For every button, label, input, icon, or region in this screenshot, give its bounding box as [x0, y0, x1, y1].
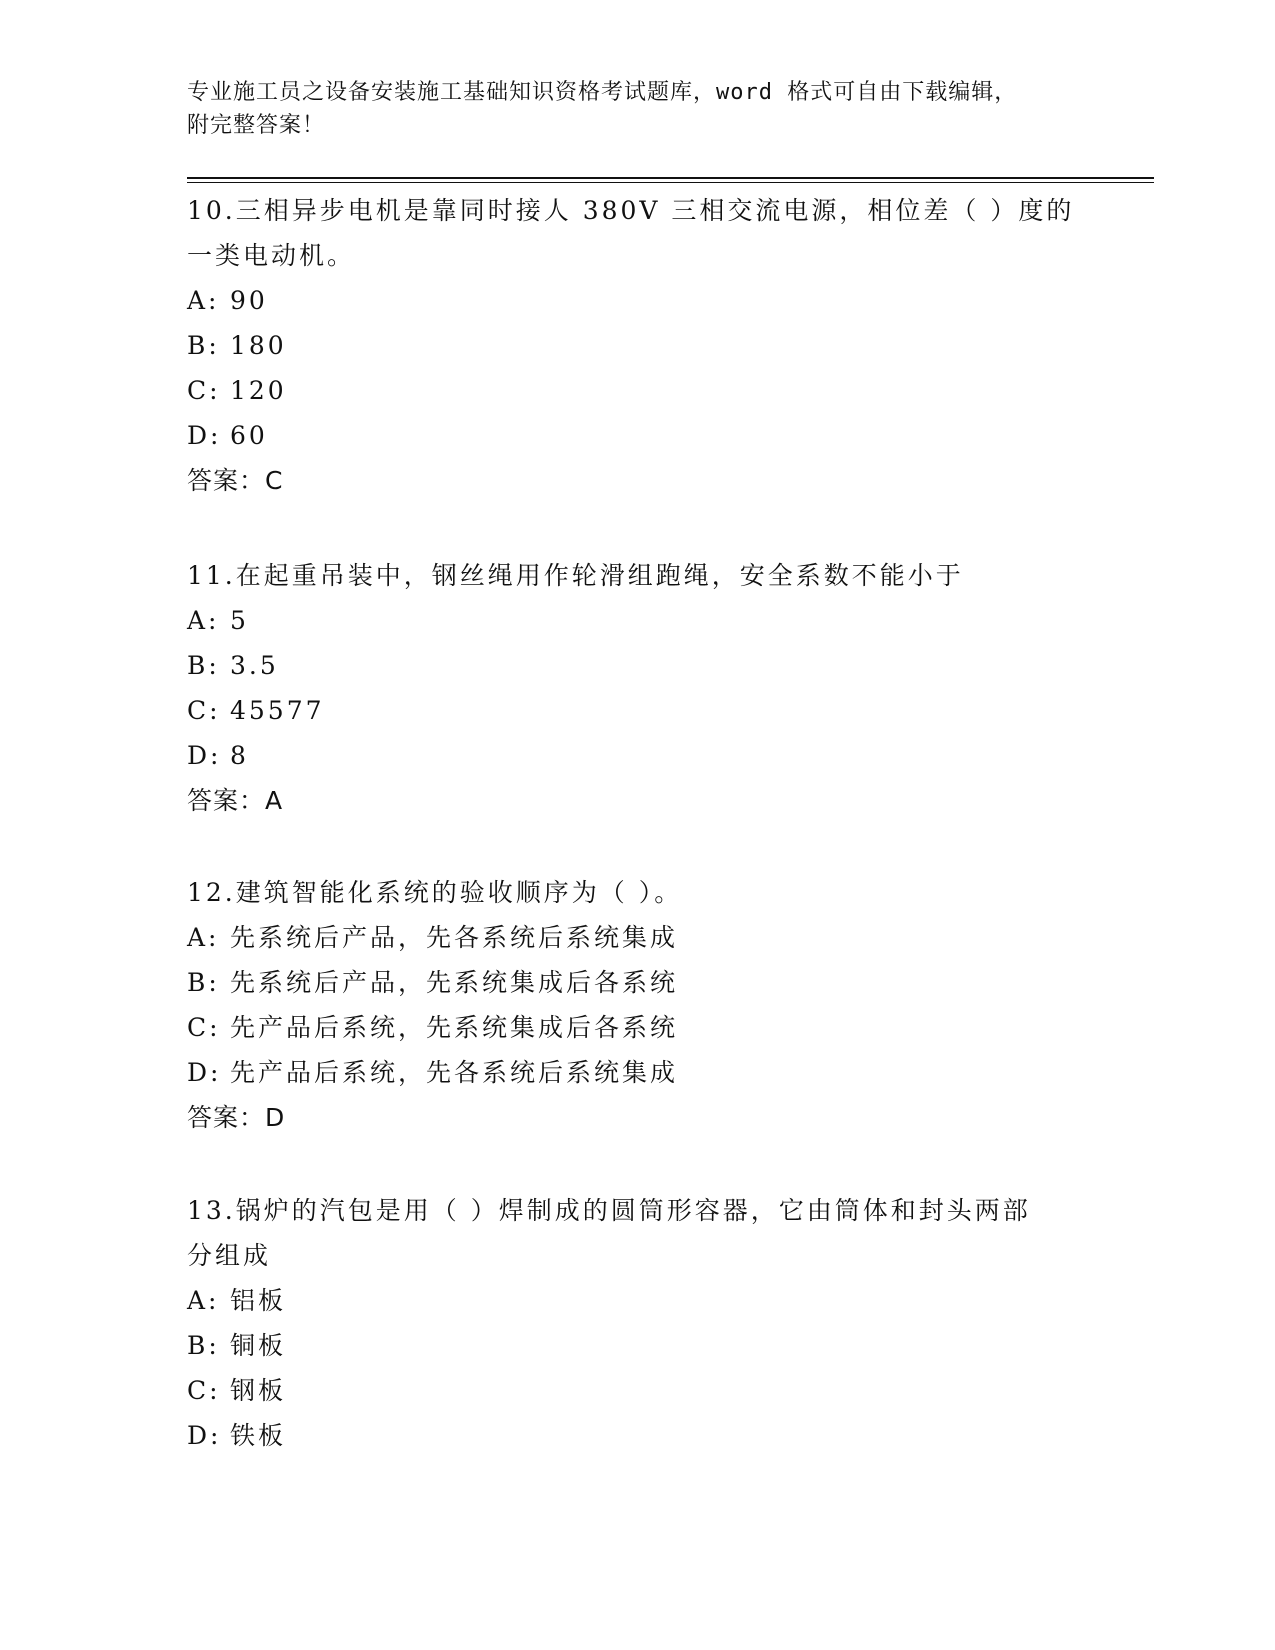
option-text: 5	[230, 606, 249, 635]
option-a	[187, 278, 1087, 323]
option-key: B:	[187, 968, 220, 997]
option-text: 铜板	[230, 1331, 287, 1360]
option-c	[187, 688, 1087, 733]
option-key: C:	[187, 1013, 221, 1042]
option-b	[187, 960, 1087, 1005]
question-12	[187, 870, 1087, 1140]
header-line-1: 专业施工员之设备安装施工基础知识资格考试题库，word 格式可自由下载编辑，	[187, 80, 1018, 105]
option-text: 3.5	[230, 651, 279, 680]
option-text: 120	[230, 376, 287, 405]
answer-line: 答案：C	[187, 466, 284, 495]
option-text: 铝板	[230, 1286, 287, 1315]
answer-line: 答案：D	[187, 1103, 286, 1132]
header-divider-thin	[187, 182, 1154, 183]
option-key: B:	[187, 331, 220, 360]
option-key: C:	[187, 696, 221, 725]
option-d	[187, 733, 1087, 778]
option-key: A:	[187, 606, 220, 635]
option-text: 钢板	[230, 1376, 287, 1405]
option-key: C:	[187, 376, 221, 405]
option-text: 180	[230, 331, 287, 360]
option-c	[187, 1368, 1087, 1413]
option-d	[187, 1413, 1087, 1458]
option-b	[187, 323, 1087, 368]
question-stem-line: 分组成	[187, 1241, 272, 1270]
option-key: D:	[187, 1421, 222, 1450]
question-stem-line: 一类电动机。	[187, 241, 356, 270]
option-d	[187, 413, 1087, 458]
question-10	[187, 188, 1087, 503]
option-key: D:	[187, 421, 222, 450]
option-a	[187, 598, 1087, 643]
option-a	[187, 1278, 1087, 1323]
option-text: 先系统后产品，先系统集成后各系统	[230, 968, 679, 997]
option-text: 60	[230, 421, 268, 450]
question-stem-line: 12.建筑智能化系统的验收顺序为（ ）。	[187, 878, 683, 907]
option-c	[187, 368, 1087, 413]
option-text: 90	[230, 286, 268, 315]
header-divider-thick	[187, 177, 1154, 179]
option-key: C:	[187, 1376, 221, 1405]
option-c	[187, 1005, 1087, 1050]
document-header	[187, 76, 1087, 142]
option-b	[187, 643, 1087, 688]
option-key: A:	[187, 1286, 220, 1315]
option-key: D:	[187, 741, 222, 770]
header-line-2: 附完整答案！	[187, 113, 326, 138]
option-text: 8	[230, 741, 249, 770]
option-key: B:	[187, 1331, 220, 1360]
question-stem-line: 10.三相异步电机是靠同时接人 380V 三相交流电源，相位差（ ）度的	[187, 196, 1075, 225]
option-a	[187, 915, 1087, 960]
option-key: D:	[187, 1058, 222, 1087]
option-text: 45577	[230, 696, 325, 725]
question-stem-line: 11.在起重吊装中，钢丝绳用作轮滑组跑绳，安全系数不能小于	[187, 561, 964, 590]
question-stem-line: 13.锅炉的汽包是用（ ）焊制成的圆筒形容器，它由筒体和封头两部	[187, 1196, 1031, 1225]
answer-line: 答案：A	[187, 786, 284, 815]
option-key: B:	[187, 651, 220, 680]
question-11	[187, 553, 1087, 823]
option-b	[187, 1323, 1087, 1368]
option-text: 先产品后系统，先各系统后系统集成	[230, 1058, 679, 1087]
option-key: A:	[187, 286, 220, 315]
option-text: 先系统后产品，先各系统后系统集成	[230, 923, 679, 952]
option-d	[187, 1050, 1087, 1095]
option-key: A:	[187, 923, 220, 952]
option-text: 先产品后系统，先系统集成后各系统	[230, 1013, 679, 1042]
option-text: 铁板	[230, 1421, 287, 1450]
question-13	[187, 1188, 1087, 1458]
